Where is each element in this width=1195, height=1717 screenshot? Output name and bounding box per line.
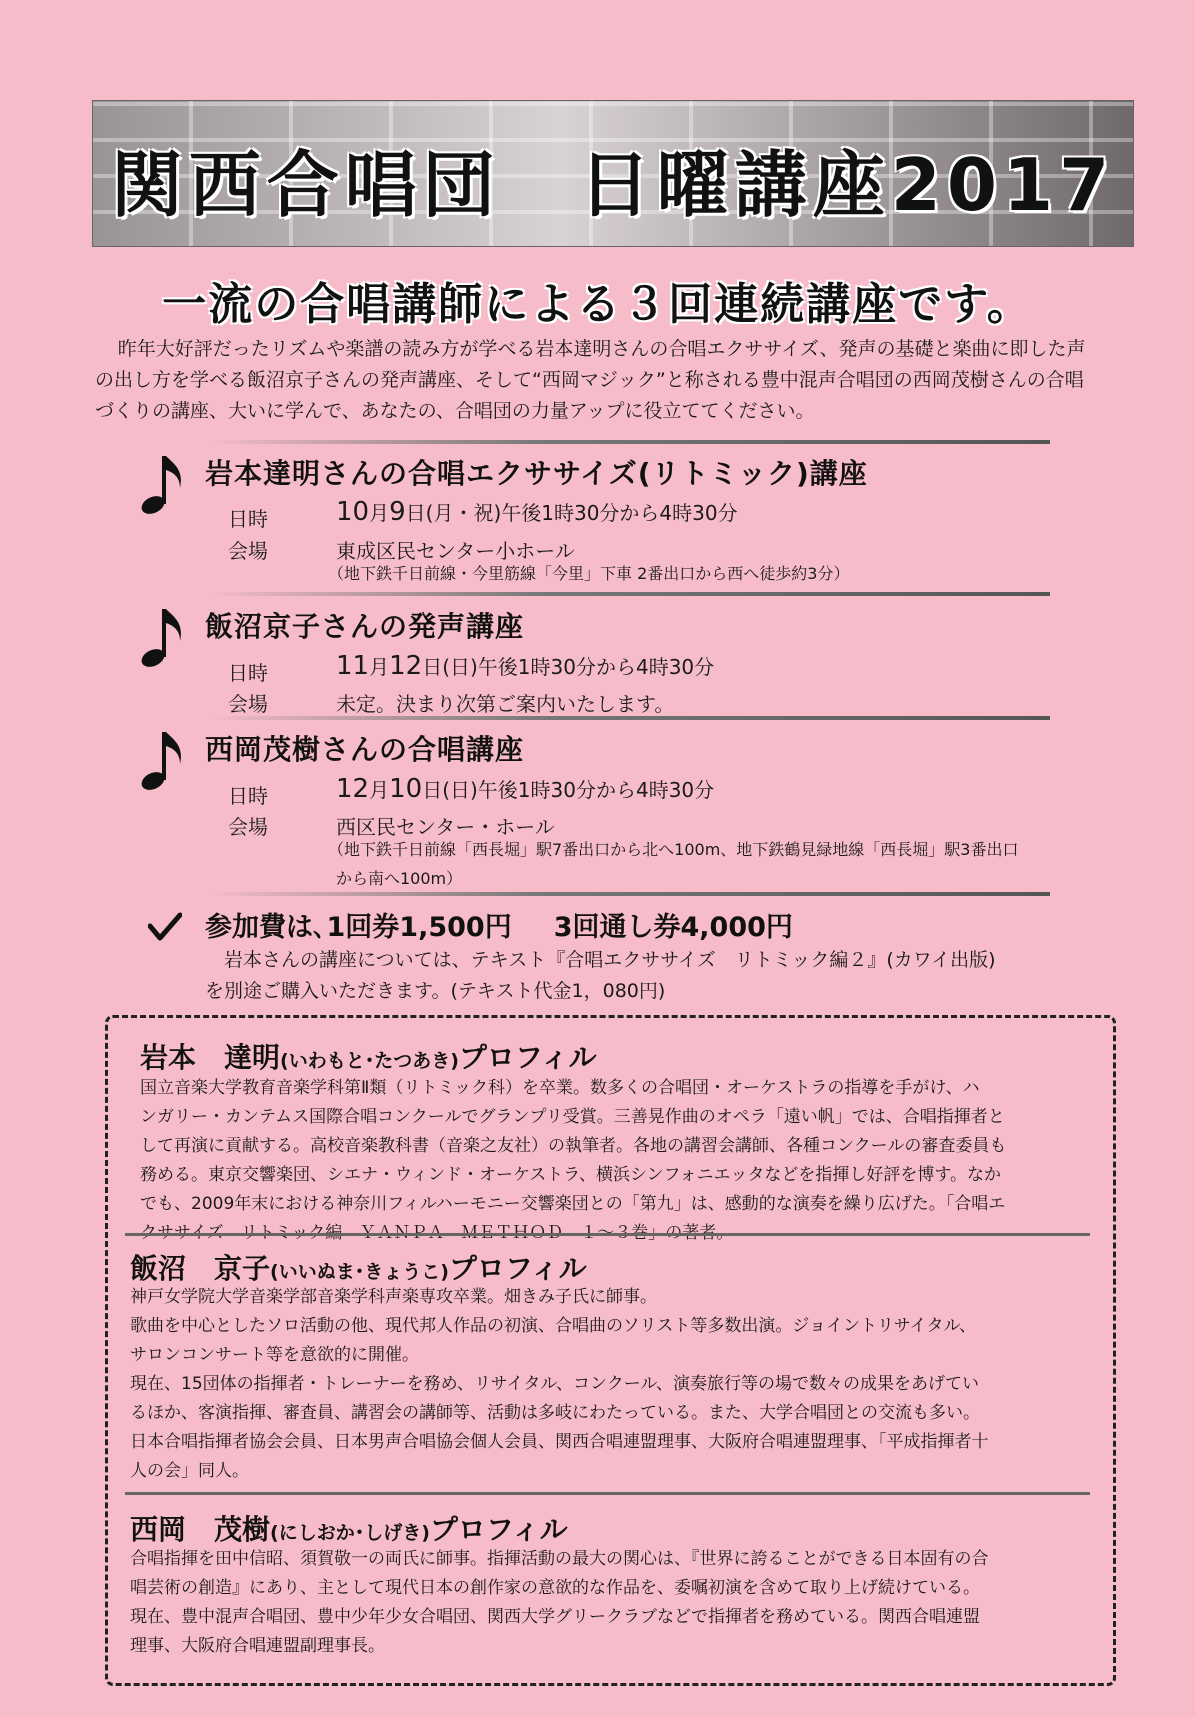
checkmark-icon bbox=[148, 912, 182, 942]
course-venue: 東成区民センター小ホール bbox=[336, 539, 575, 563]
fee-single: 参加費は､1回券1,500円 bbox=[205, 912, 512, 943]
venue-label: 会場 bbox=[228, 692, 268, 716]
profile-heading: 飯沼 京子(いいぬま･きょうこ)プロフィル bbox=[130, 1252, 587, 1285]
venue-label: 会場 bbox=[228, 539, 268, 563]
venue-label: 会場 bbox=[228, 815, 268, 839]
course-date: 10月9日(月・祝)午後1時30分から4時30分 bbox=[336, 497, 738, 527]
venue-access: から南へ100m） bbox=[336, 869, 463, 888]
headline: 一流の合唱講師による３回連続講座です。 bbox=[162, 279, 1033, 330]
venue-access: （地下鉄千日前線・今里筋線「今里」下車 2番出口から西へ徒歩約3分） bbox=[328, 564, 850, 583]
date-label: 日時 bbox=[228, 784, 268, 808]
profile-text: 合唱指揮を田中信昭、須賀敬一の両氏に師事。指揮活動の最大の関心は、『世界に誇ることができる日本固有の合 唱芸術の創造』にあり、主として現代日本の創作家の意欲的な作品を、委嘱初演を含めて取り上げ続けている。 現在、豊中混声合唱団、豊中少年少女合唱団、関西大学グリークラブなどで指揮者を務めている。関西合唱連盟 理事、大阪府合唱連盟副理事長。 bbox=[130, 1549, 989, 1656]
profile-text: 神戸女学院大学音楽学部音楽学科声楽専攻卒業。畑きみ子氏に師事。 歌曲を中心としたソロ活動の他、現代邦人作品の初演、合唱曲のソリスト等多数出演。ジョイントリサイタル、 サロンコンサート等を意欲的に開催。 現在、15団体の指揮者・トレーナーを務め、リサイタル、コンクール、演奏旅行等の場で数々の成果をあげてい るほか、客演指揮、審査員、講習会の講師等、活動は多岐にわたっている。また、大学合唱団との交流も多い。 日本合唱指揮者協会会員、日本男声合唱協会個人会員、関西合唱連盟理事、大阪府合唱連盟理事、「平成指揮者十 人の会」同人。 bbox=[130, 1287, 989, 1481]
course-venue: 西区民センター・ホール bbox=[336, 815, 555, 839]
course-venue: 未定。決まり次第ご案内いたします。 bbox=[336, 692, 675, 716]
divider bbox=[205, 892, 1050, 896]
course-date: 11月12日(日)午後1時30分から4時30分 bbox=[336, 651, 715, 681]
divider bbox=[205, 592, 1050, 596]
text-note-2: を別途ご購入いただきます。(テキスト代金1，080円) bbox=[205, 980, 666, 1002]
profile-heading: 岩本 達明(いわもと･たつあき)プロフィル bbox=[140, 1041, 597, 1074]
course-title: 飯沼京子さんの発声講座 bbox=[205, 610, 525, 643]
divider bbox=[205, 716, 1050, 720]
music-note-icon bbox=[140, 728, 186, 792]
date-label: 日時 bbox=[228, 661, 268, 685]
divider bbox=[205, 440, 1050, 444]
course-date: 12月10日(日)午後1時30分から4時30分 bbox=[336, 774, 715, 804]
venue-access: （地下鉄千日前線「西長堀」駅7番出口から北へ100m、地下鉄鶴見緑地線「西長堀」駅3番出口 bbox=[328, 840, 1019, 859]
divider bbox=[125, 1492, 1090, 1495]
music-note-icon bbox=[140, 452, 186, 516]
text-note: 岩本さんの講座については、テキスト『合唱エクササイズ リトミック編２』(カワイ出版) bbox=[224, 949, 996, 971]
profile-heading: 西岡 茂樹(にしおか･しげき)プロフィル bbox=[130, 1513, 568, 1546]
divider bbox=[125, 1233, 1090, 1236]
profile-text: 国立音楽大学教育音楽学科第Ⅱ類（リトミック科）を卒業。数多くの合唱団・オーケストラの指導を手がけ、ハ ンガリー・カンテムス国際合唱コンクールでグランプリ受賞。三善晃作曲のオペラ「遠い帆」では、合唱指揮者と して再演に貢献する。高校音楽教科書（音楽之友社）の執筆者。各地の講習会講師、各種コンクールの審査委員も 務める。東京交響楽団、シエナ・ウィンド・オーケストラ、横浜シンフォニエッタなどを指揮し好評を博す。なか でも、2009年末における神奈川フィルハーモニー交響楽団との「第九」は、感動的な演奏を繰り広げた。「合唱エ bbox=[140, 1078, 1007, 1214]
fee-info bbox=[205, 905, 835, 944]
intro-paragraph: 昨年大好評だったリズムや楽譜の読み方が学べる岩本達明さんの合唱エクササイズ、発声の基礎と楽曲に即した声の出し方を学べる飯沼京子さんの発声講座、そして“西岡マジック”と称される豊中混声合唱団の西岡茂樹さんの合唱づくりの講座、大いに学んで、あなたの、合唱団の力量アップに役立ててください。 bbox=[95, 338, 1086, 422]
fee-pass: 3回通し券4,000円 bbox=[553, 912, 793, 943]
course-title: 西岡茂樹さんの合唱講座 bbox=[205, 733, 525, 766]
page-title: 関西合唱団 日曜講座2017 bbox=[110, 143, 1116, 227]
course-title: 岩本達明さんの合唱エクササイズ(リトミック)講座 bbox=[205, 457, 868, 490]
date-label: 日時 bbox=[228, 507, 268, 531]
title-banner bbox=[92, 100, 1134, 247]
music-note-icon bbox=[140, 605, 186, 669]
